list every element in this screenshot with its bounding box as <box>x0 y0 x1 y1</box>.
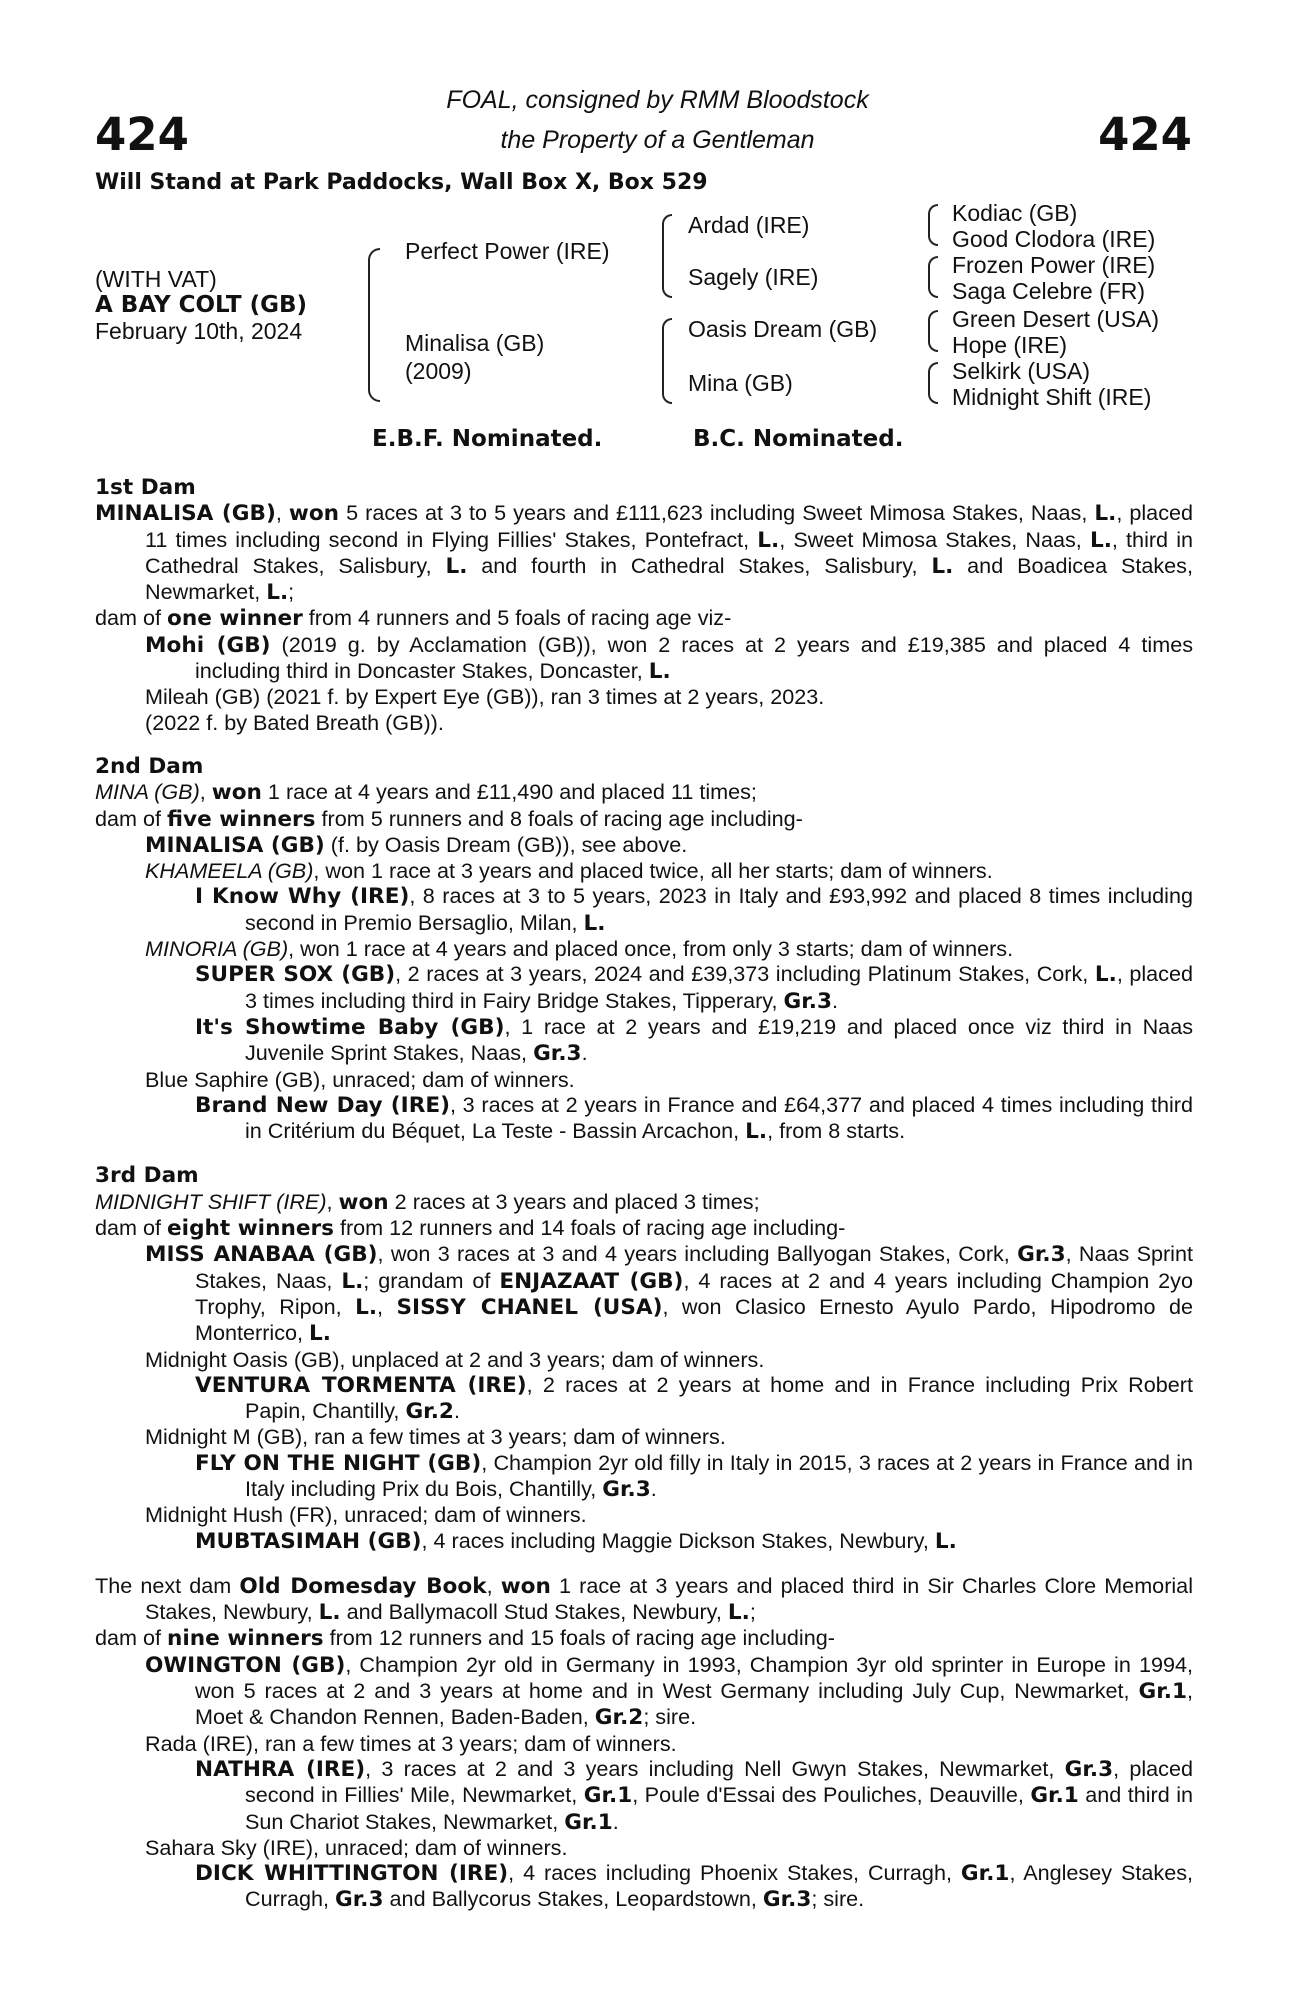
progeny-entry: Midnight Hush (FR), unraced; dam of winners. <box>145 1502 587 1528</box>
progeny-entry: KHAMEELA (GB), won 1 race at 3 years and placed twice, all her starts; dam of winners. <box>145 858 993 884</box>
brace-g2 <box>928 256 938 298</box>
progeny-entry: Sahara Sky (IRE), unraced; dam of winners. <box>145 1834 568 1860</box>
dam-sire: Oasis Dream (GB) <box>688 316 878 342</box>
second-dam-title: 2nd Dam <box>95 753 204 779</box>
ancestor-4: Saga Celebre (FR) <box>952 278 1146 304</box>
next-dam-section <box>95 1573 1193 1913</box>
progeny-entry: SUPER SOX (GB), 2 races at 3 years, 2024 and £39,373 including Platinum Stakes, Cork, L., placed 3 times including third in Fairy Bridge Stakes, Tipperary, Gr.3. <box>195 961 1193 1014</box>
dam-summary: dam of five winners from 5 runners and 8 foals of racing age including- <box>95 805 803 832</box>
progeny-entry: I Know Why (IRE), 8 races at 3 to 5 years, 2023 in Italy and £93,992 and placed 8 times including second in Premio Bersaglio, Milan, L. <box>195 883 1193 936</box>
sire-name: Perfect Power (IRE) <box>405 238 610 264</box>
catalogue-body <box>95 475 1193 1932</box>
progeny-entry: It's Showtime Baby (GB), 1 race at 2 years and £19,219 and placed once viz third in Naas Juvenile Sprint Stakes, Naas, Gr.3. <box>195 1013 1193 1067</box>
progeny-entry: (2022 f. by Bated Breath (GB)). <box>145 709 444 735</box>
progeny-entry: MISS ANABAA (GB), won 3 races at 3 and 4 years including Ballyogan Stakes, Cork, Gr.3, Naas Sprint Stakes, Naas, L.; grandam of ENJAZAAT (GB), 4 races at 2 and 4 years including Champion 2yo Trophy, Ripon, L., SISSY CHANEL (USA), won Clasico Ernesto Ayulo Pardo, Hipodromo de Monterrico, L. <box>145 1241 1193 1347</box>
dam-entry: MIDNIGHT SHIFT (IRE), won 2 races at 3 years and placed 3 times; <box>95 1188 760 1215</box>
second-dam-section <box>95 754 1193 1144</box>
lot-number-right: 424 <box>1098 108 1192 161</box>
brace-main <box>368 248 380 402</box>
dam-entry: MINALISA (GB), won 5 races at 3 to 5 years and £111,623 including Sweet Mimosa Stakes, Naas, L., placed 11 times including second in Flying Fillies' Stakes, Pontefract, L., Sweet Mimosa Stakes, Naas, L., third in Cathedral Stakes, Salisbury, L. and fourth in Cathedral Stakes, Salisbury, L. and Boadicea Stakes, Newmarket, L.; <box>95 500 1194 606</box>
ebf-nominated: E.B.F. Nominated. <box>372 426 603 452</box>
ancestor-1: Kodiac (GB) <box>952 200 1078 226</box>
progeny-entry: Midnight M (GB), ran a few times at 3 years; dam of winners. <box>145 1424 726 1450</box>
dam-entry: MINA (GB), won 1 race at 4 years and £11,490 and placed 11 times; <box>95 779 757 806</box>
dam-year: (2009) <box>405 358 472 384</box>
progeny-entry: MUBTASIMAH (GB), 4 races including Maggie Dickson Stakes, Newbury, L. <box>195 1527 957 1554</box>
progeny-entry: MINORIA (GB), won 1 race at 4 years and placed once, from only 3 starts; dam of winners. <box>145 936 1014 962</box>
dam-summary: dam of one winner from 4 runners and 5 foals of racing age viz- <box>95 605 732 632</box>
dam-name: Minalisa (GB) <box>405 330 545 356</box>
brace-g3 <box>928 310 938 352</box>
third-dam-title: 3rd Dam <box>95 1163 199 1189</box>
progeny-entry: Rada (IRE), ran a few times at 3 years; dam of winners. <box>145 1730 677 1756</box>
brace-g1 <box>928 204 938 246</box>
progeny-entry: MINALISA (GB) (f. by Oasis Dream (GB)), see above. <box>145 831 688 858</box>
progeny-entry: Blue Saphire (GB), unraced; dam of winners. <box>145 1066 575 1092</box>
bc-nominated: B.C. Nominated. <box>693 426 904 452</box>
brace-g4 <box>928 362 938 404</box>
ancestor-5: Green Desert (USA) <box>952 306 1160 332</box>
dam-summary: dam of nine winners from 12 runners and 15 foals of racing age including- <box>95 1625 835 1652</box>
brace-sire <box>662 214 672 298</box>
progeny-entry: Mohi (GB) (2019 g. by Acclamation (GB)), won 2 races at 2 years and £19,385 and placed 4 times including third in Doncaster Stakes, Doncaster, L. <box>145 631 1193 685</box>
progeny-entry: NATHRA (IRE), 3 races at 2 and 3 years including Nell Gwyn Stakes, Newmarket, Gr.3, placed second in Fillies' Mile, Newmarket, Gr.1, Poule d'Essai des Pouliches, Deauville, Gr.1 and third in Sun Chariot Stakes, Newmarket, Gr.1. <box>195 1755 1193 1835</box>
progeny-entry: Brand New Day (IRE), 3 races at 2 years in France and £64,377 and placed 4 times including third in Critérium du Béquet, La Teste - Bassin Arcachon, L., from 8 starts. <box>195 1091 1193 1145</box>
lot-number-left: 424 <box>95 108 189 161</box>
progeny-entry: FLY ON THE NIGHT (GB), Champion 2yr old filly in Italy in 2015, 3 races at 2 years in France and in Italy including Prix du Bois, Chantilly, Gr.3. <box>195 1449 1194 1502</box>
foaled-date: February 10th, 2024 <box>95 318 303 344</box>
pedigree-table <box>0 200 1315 460</box>
stand-line: Will Stand at Park Paddocks, Wall Box X, Box 529 <box>95 170 708 195</box>
brace-dam <box>662 318 672 404</box>
dam-entry: The next dam Old Domesday Book, won 1 race at 3 years and placed third in Sir Charles Clore Memorial Stakes, Newbury, L. and Ballymacoll Stud Stakes, Newbury, L.; <box>95 1572 1193 1626</box>
third-dam-section <box>95 1163 1193 1553</box>
progeny-entry: Midnight Oasis (GB), unplaced at 2 and 3 years; dam of winners. <box>145 1346 765 1372</box>
dam-summary: dam of eight winners from 12 runners and 14 foals of racing age including- <box>95 1215 846 1242</box>
sire-sire: Ardad (IRE) <box>688 212 810 238</box>
progeny-entry: DICK WHITTINGTON (IRE), 4 races including Phoenix Stakes, Curragh, Gr.1, Anglesey Stakes, Curragh, Gr.3 and Ballycorus Stakes, Leopardstown, Gr.3; sire. <box>195 1860 1193 1913</box>
consignor-line: FOAL, consigned by RMM Bloodstock <box>446 86 869 114</box>
ancestor-7: Selkirk (USA) <box>952 358 1091 384</box>
ancestor-6: Hope (IRE) <box>952 332 1068 358</box>
consignor-block <box>0 80 1315 160</box>
progeny-entry: Mileah (GB) (2021 f. by Expert Eye (GB)), ran 3 times at 2 years, 2023. <box>145 684 825 710</box>
first-dam-section <box>95 475 1193 735</box>
ancestor-2: Good Clodora (IRE) <box>952 226 1156 252</box>
horse-name: A BAY COLT (GB) <box>95 292 308 318</box>
sire-dam: Sagely (IRE) <box>688 264 819 290</box>
progeny-entry: VENTURA TORMENTA (IRE), 2 races at 2 years at home and in France including Prix Robert Papin, Chantilly, Gr.2. <box>195 1371 1193 1425</box>
progeny-entry: OWINGTON (GB), Champion 2yr old in Germany in 1993, Champion 3yr old sprinter in Europe in 1994, won 5 races at 2 and 3 years at home and in West Germany including July Cup, Newmarket, Gr.1, Moet & Chandon Rennen, Baden-Baden, Gr.2; sire. <box>145 1651 1193 1731</box>
ancestor-3: Frozen Power (IRE) <box>952 252 1156 278</box>
ancestor-8: Midnight Shift (IRE) <box>952 384 1152 410</box>
vat-label: (WITH VAT) <box>95 266 217 292</box>
property-line: the Property of a Gentleman <box>500 126 815 154</box>
dam-dam: Mina (GB) <box>688 370 793 396</box>
first-dam-title: 1st Dam <box>95 475 196 500</box>
